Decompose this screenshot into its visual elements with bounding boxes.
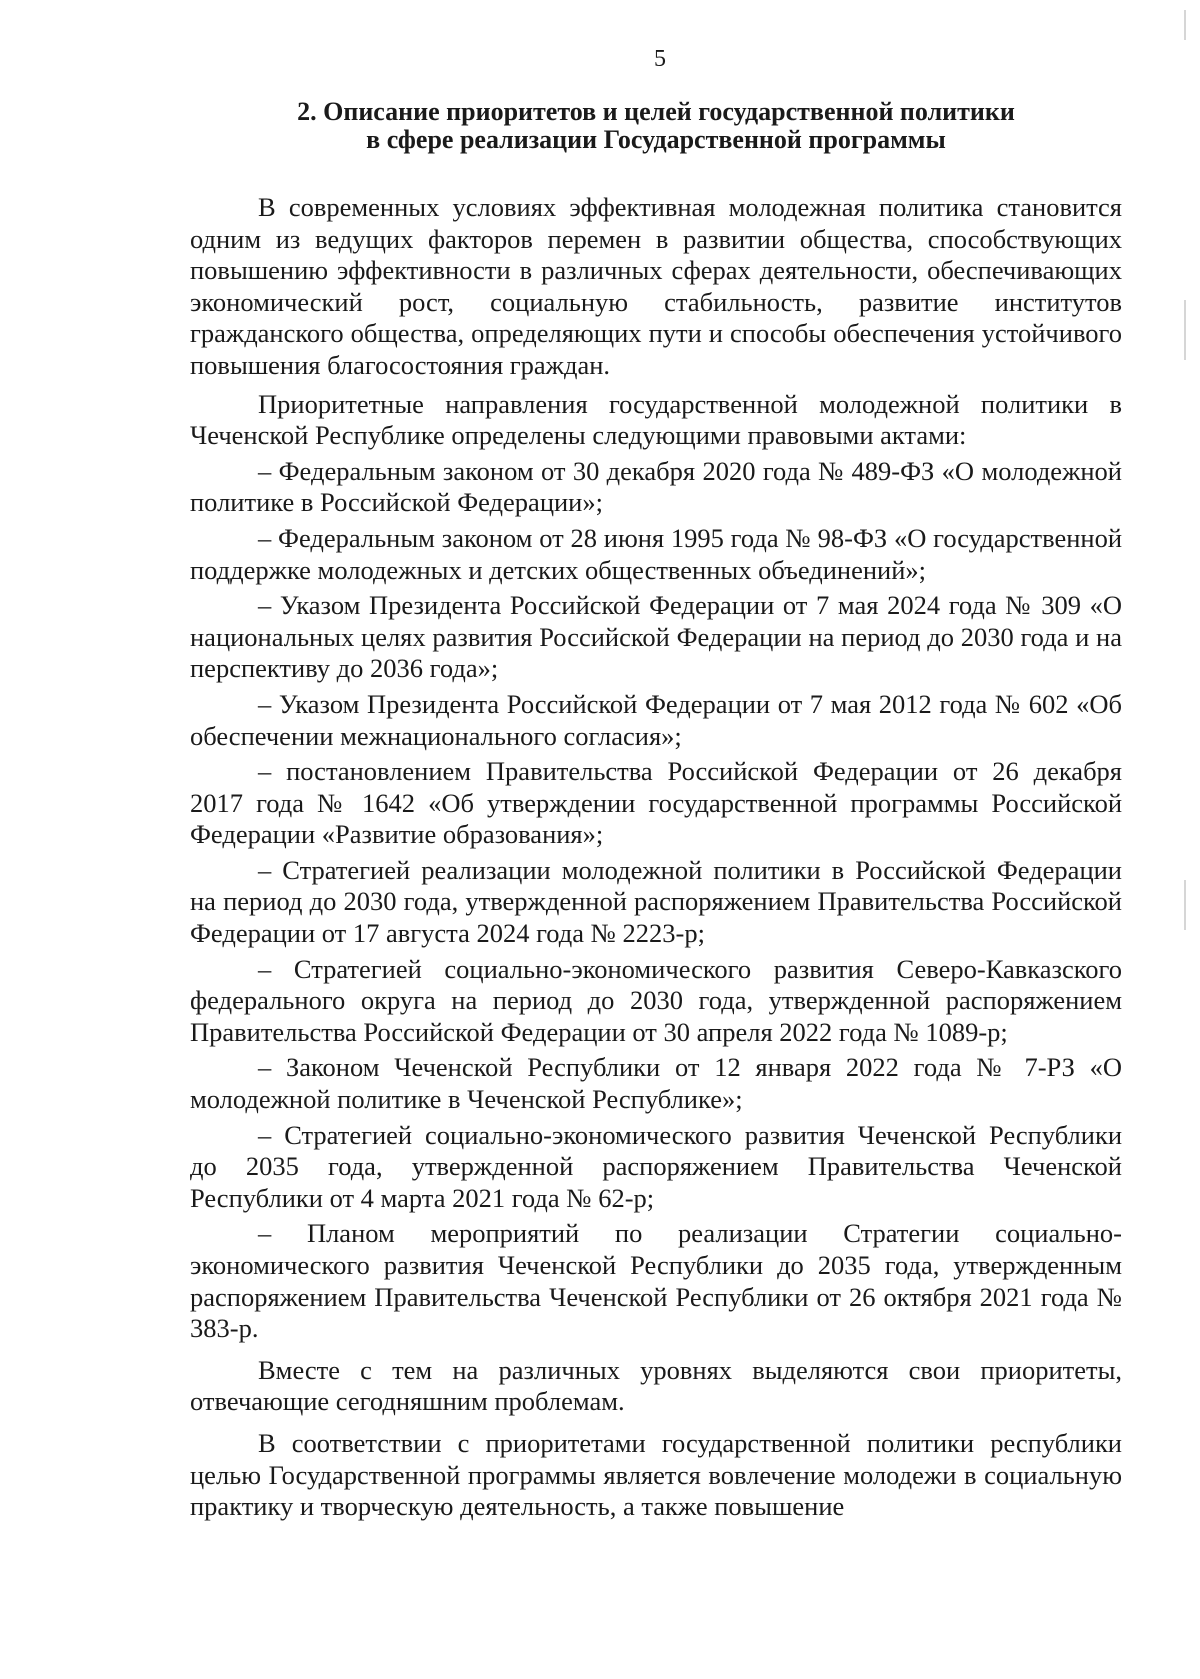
priorities-paragraph: Приоритетные направления государственной молодежной политики в Чеченской Республике определены следующими правовыми актами: [190,388,1122,451]
legal-act-item: – Законом Чеченской Республики от 12 января 2022 года № 7-РЗ «О молодежной политике в Чеченской Республике»; [190,1052,1122,1115]
also-paragraph: Вместе с тем на различных уровнях выделяются свои приоритеты, отвечающие сегодняшним проблемам. [190,1354,1122,1417]
section-heading-line-2: в сфере реализации Государственной программы [366,125,946,154]
goal-paragraph: В соответствии с приоритетами государственной политики республики целью Государственной программы является вовлечение молодежи в социальную практику и творческую деятельность, а также повышение [190,1427,1122,1522]
legal-act-item: – Указом Президента Российской Федерации от 7 мая 2012 года № 602 «Об обеспечении межнационального согласия»; [190,688,1122,751]
legal-act-item: – Указом Президента Российской Федерации от 7 мая 2024 года № 309 «О национальных целях развития Российской Федерации на период до 2030 года и на перспективу до 2036 года»; [190,590,1122,684]
legal-act-item: – Планом мероприятий по реализации Стратегии социально-экономического развития Чеченской Республики до 2035 года, утвержденным распоряжением Правительства Чеченской Республики от 26 октября 2021 года № 383-р. [190,1218,1122,1344]
legal-act-item: – Федеральным законом от 30 декабря 2020 года № 489-ФЗ «О молодежной политике в Российской Федерации»; [190,455,1122,518]
section-heading [190,98,1122,154]
legal-act-item: – Стратегией социально-экономического развития Северо-Кавказского федерального округа на период до 2030 года, утвержденной распоряжением Правительства Российской Федерации от 30 апреля 2022 года № 1089-р; [190,953,1122,1047]
legal-act-item: – Стратегией социально-экономического развития Чеченской Республики до 2035 года, утвержденной распоряжением Правительства Чеченской Республики от 4 марта 2021 года № 62-р; [190,1119,1122,1213]
legal-act-item: – Стратегией реализации молодежной политики в Российской Федерации на период до 2030 года, утвержденной распоряжением Правительства Российской Федерации от 17 августа 2024 года № 2223-р; [190,854,1122,949]
scan-edge-mark [1184,300,1186,360]
document-body [190,192,1122,1523]
scan-edge-mark [1184,10,1186,40]
section-heading-line-1: 2. Описание приоритетов и целей государственной политики [297,97,1015,126]
scan-edge-mark [1184,880,1186,930]
legal-act-item: – постановлением Правительства Российской Федерации от 26 декабря 2017 года № 1642 «Об утверждении государственной программы Российской Федерации «Развитие образования»; [190,756,1122,850]
intro-paragraph: В современных условиях эффективная молодежная политика становится одним из ведущих факторов перемен в развитии общества, способствующих повышению эффективности в различных сферах деятельности, обеспечивающих экономический рост, социальную стабильность, развитие институтов гражданского общества, определяющих пути и способы обеспечения устойчивого повышения благосостояния граждан. [190,192,1122,380]
page-number: 5 [654,46,666,72]
legal-act-item: – Федеральным законом от 28 июня 1995 года № 98-ФЗ «О государственной поддержке молодежных и детских общественных объединений»; [190,522,1122,585]
